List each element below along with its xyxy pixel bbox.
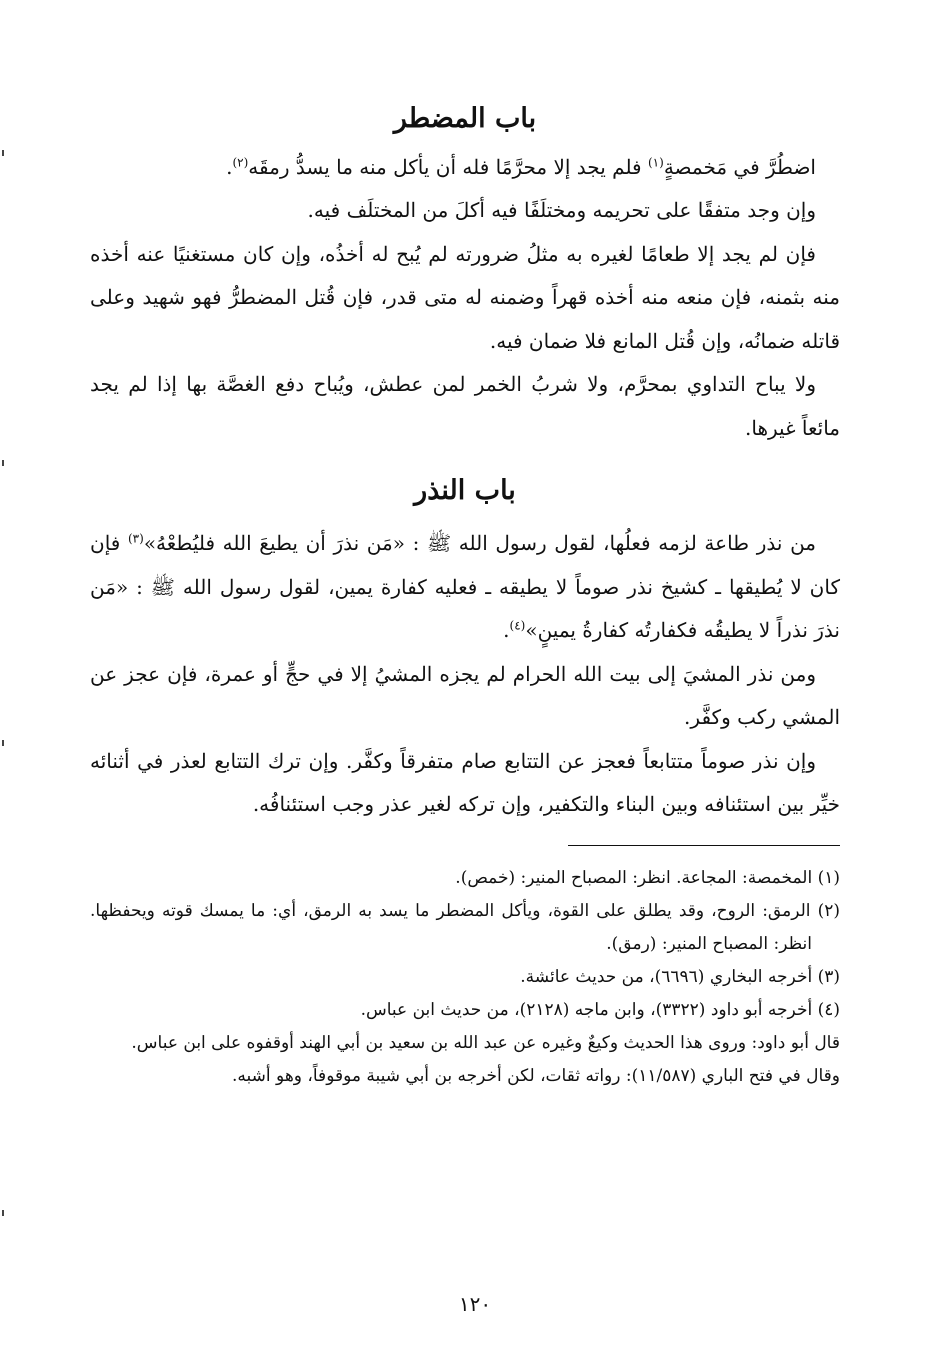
paragraph: ولا يباح التداوي بمحرَّم، ولا شربُ الخمر لمن عطش، ويُباح دفع الغصَّة بها إذا لم يجد مائعاً غيرها. [90, 372, 840, 440]
footnote-ref[interactable]: (١) [647, 155, 664, 170]
scan-mark [2, 1210, 4, 1216]
paragraph: وإن نذر صوماً متتابعاً فعجز عن التتابع صام متفرقاً وكفَّر. وإن ترك التتابع لعذر في أثنائه خيِّر بين استئنافه وبين البناء والتكفير، وإن تركه لغير عذر وجب استئنافُه. [90, 748, 840, 817]
scan-mark [2, 460, 4, 466]
paragraph: فإن لم يجد إلا طعامًا لغيره به مثلُ ضرورته لم يُبح له أخذُه، وإن كان مستغنيًا عنه أخذه منه بثمنه، فإن منعه منه أخذه قهراً وضمنه له متى قدر، فإن قُتل المضطرُّ فهو شهيد وعلى قاتله ضمانُه، وإن قُتل المانع فلا ضمان فيه. [90, 241, 840, 353]
section-title-mudtar: باب المضطر [393, 103, 537, 134]
footnote-ref[interactable]: (٢) [232, 155, 249, 170]
footnote-ref[interactable]: (٤) [509, 618, 526, 633]
paragraph: من نذر طاعة لزمه فعلُها، لقول رسول الله ﷺ : «مَن نذرَ أن يطيعَ الله فليُطعْهُ»$^{(٣)}$ فإن كان لا يُطيقها ـ كشيخ نذر صوماً لا يطيقه ـ فعليه كفارة يمين، لقول رسول الله ﷺ : «مَن نذرَ نذراً لا يطيقُه فكفارتُه كفارةُ يمينٍ»$^{(٤)}$. [90, 531, 840, 643]
paragraph: وإن وجد متفقًا على تحريمه ومختلَفًا فيه أكلَ من المختلَف فيه. [307, 198, 816, 223]
scan-mark [2, 150, 4, 156]
footnote: (٤) أخرجه أبو داود (٣٣٢٢)، وابن ماجه (٢١٢٨)، من حديث ابن عباس. [360, 999, 840, 1020]
scan-mark [2, 740, 4, 746]
page [90, 100, 840, 1330]
footnote-continuation: وقال في فتح الباري (١١/٥٨٧): رواته ثقات، لكن أخرجه بن أبي شيبة موقوفاً، وهو أشبه. [232, 1065, 840, 1086]
paragraph: اضطُرَّ في مَخمصةٍ$^{(١)}$ فلم يجد إلا محرَّمًا فله أن يأكل منه ما يسدُّ رمقَه$^{(٢)}$. [226, 154, 816, 179]
footnote-ref[interactable]: (٣) [127, 531, 144, 546]
footnote-divider [568, 845, 840, 846]
footnote-continuation: قال أبو داود: وروى هذا الحديث وكيعٌ وغيره عن عبد الله بن سعيد بن أبي الهند أوقفوه على ابن عباس. [131, 1032, 840, 1053]
section-title-nadhr: باب النذر [414, 475, 516, 507]
footnote: (٣) أخرجه البخاري (٦٦٩٦)، من حديث عائشة. [520, 966, 840, 987]
footnote: (١) المخمصة: المجاعة. انظر: المصباح المنير: (خمص). [455, 867, 840, 888]
page-number: ١٢٠ [458, 1292, 492, 1316]
footnote: (٢) الرمق: الروح، وقد يطلق على القوة، ويأكل المضطر ما يسد به الرمق، أي: ما يمسك قوته ويحفظها. انظر: المصباح المنير: (رمق). [90, 900, 840, 954]
paragraph: ومن نذر المشيَ إلى بيت الله الحرام لم يجزه المشيُ إلا في حجٍّ أو عمرة، فإن عجز عن المشي ركب وكفَّر. [90, 661, 840, 730]
